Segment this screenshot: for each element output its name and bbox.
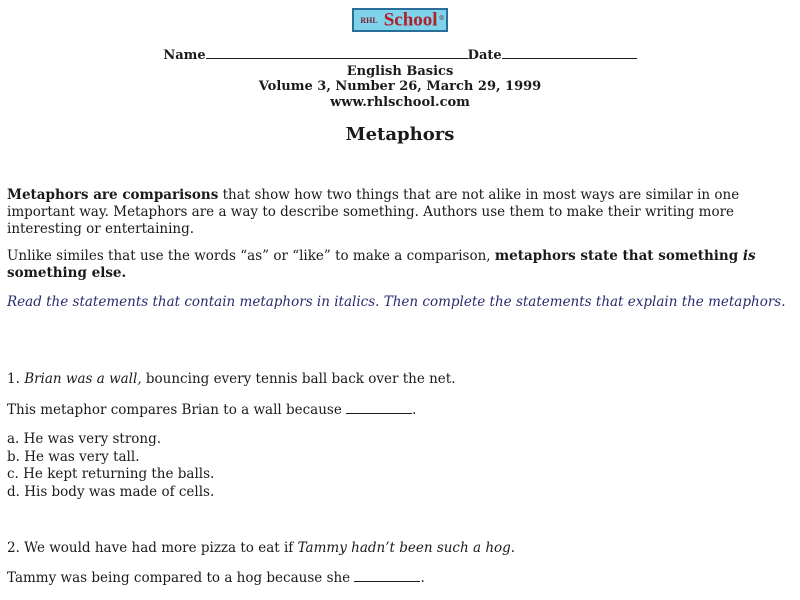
statement-plain: We would have had more pizza to eat if (19, 540, 298, 556)
question-1 (7, 371, 456, 501)
option-c: c. He kept returning the balls. (7, 466, 215, 482)
question-2-statement (7, 540, 515, 557)
intro-section (7, 187, 797, 311)
name-blank (206, 46, 468, 59)
definition-part-2: something else. (7, 265, 127, 281)
prompt-end: . (412, 401, 417, 418)
page-title: Metaphors (345, 124, 455, 145)
option-d: d. His body was made of cells. (7, 483, 215, 500)
worksheet-header (0, 46, 800, 110)
prompt-text: This metaphor compares Brian to a wall because (7, 401, 347, 418)
metaphor-italic: Brian was a wall, (24, 371, 142, 387)
instructions: Read the statements that contain metaphors in italics. Then complete the statements that explain the metaphors. (7, 294, 786, 310)
date-blank (502, 46, 637, 59)
rhl-school-logo (352, 8, 447, 32)
intro-paragraph-2 (7, 248, 797, 282)
date-label: Date (467, 48, 502, 63)
answer-blank[interactable] (354, 569, 420, 582)
name-label: Name (163, 48, 206, 63)
definition-emphasis: is (742, 248, 756, 264)
logo-prefix: RHL (360, 15, 378, 25)
statement-end: . (510, 540, 516, 556)
intro-paragraph-1 (7, 187, 797, 238)
definition-part-1: metaphors state that something (494, 248, 743, 264)
question-number: 1. (7, 371, 20, 387)
option-b: b. He was very tall. (7, 448, 140, 465)
subject-line: English Basics (346, 63, 454, 79)
question-1-prompt (7, 401, 456, 420)
simile-text: Unlike similes that use the words “as” or “like” to make a comparison, (7, 248, 495, 264)
intro-bold: Metaphors are comparisons (7, 187, 219, 203)
question-number: 2. (7, 540, 20, 556)
trademark-icon: ® (438, 15, 445, 22)
logo-container (0, 8, 800, 32)
metaphor-italic: Tammy hadn’t been such a hog (297, 540, 511, 556)
website-line: www.rhlschool.com (330, 94, 470, 110)
intro-text: that show how two things that are not alike in most ways are similar in one important way. Metaphors are a way to describe something. Authors use them to make their writing more interesting or entertaining. (7, 187, 740, 237)
prompt-text: Tammy was being compared to a hog because she (7, 570, 355, 586)
issue-line: Volume 3, Number 26, March 29, 1999 (258, 79, 542, 94)
answer-blank[interactable] (346, 401, 412, 414)
question-2-prompt (7, 569, 515, 587)
logo-name: School (383, 9, 438, 31)
name-date-line (163, 46, 636, 64)
prompt-end: . (420, 570, 425, 586)
option-a: a. He was very strong. (7, 431, 162, 447)
question-1-statement (7, 371, 456, 389)
statement-rest: bouncing every tennis ball back over the net. (141, 371, 456, 387)
question-2 (7, 540, 515, 587)
